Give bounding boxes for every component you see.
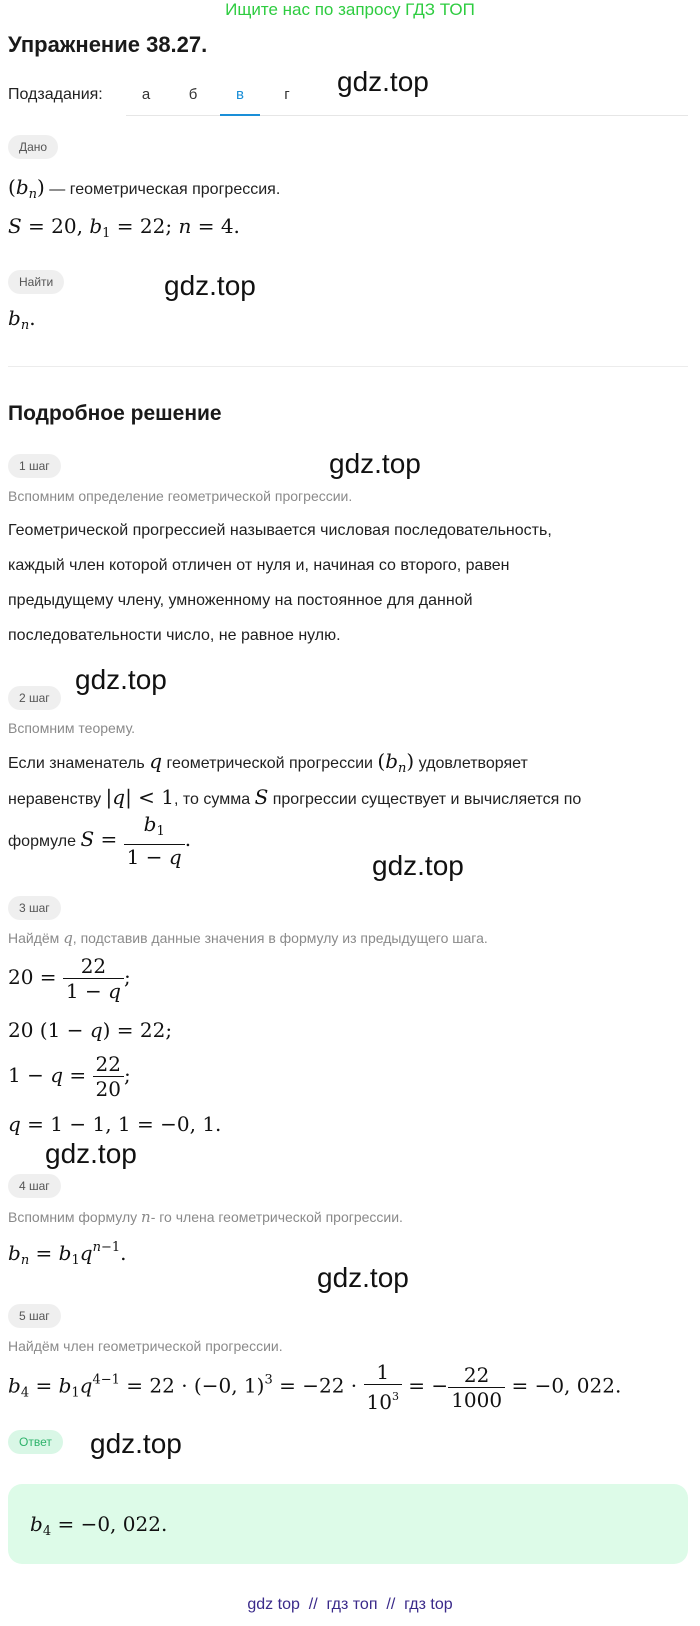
- find-badge: Найти: [8, 270, 64, 294]
- step-1-line: предыдущему члену, умноженному на постоянное для данной: [8, 592, 473, 609]
- step-4-hint: [8, 1208, 403, 1226]
- watermark: gdz.top: [317, 1262, 409, 1293]
- equation-4: q = 1 − 1, 1 = −0, 1.: [8, 1112, 222, 1136]
- watermark: gdz.top: [329, 448, 421, 479]
- footer-links[interactable]: gdz top // гдз топ // гдз top: [247, 1596, 453, 1613]
- watermark: gdz.top: [337, 66, 429, 97]
- step-1-badge-wrap: [8, 454, 61, 478]
- given-values: S = 20, $b_1 = 22$; n = 4.: [8, 214, 240, 241]
- step-2-text: прогрессии существует и вычисляется по: [272, 791, 582, 808]
- given-badge-wrap: [8, 135, 58, 159]
- given-badge: Дано: [8, 135, 58, 159]
- answer-box: [8, 1484, 688, 1564]
- step-1-line: Геометрической прогрессией называется числовая последовательность,: [8, 522, 552, 539]
- step-1-text: [8, 513, 688, 653]
- sequence-symbol: $(b_n)$: [377, 749, 415, 776]
- watermark: gdz.top: [75, 664, 167, 695]
- step-2-line-3: [8, 812, 191, 869]
- step-4-badge-wrap: [8, 1174, 61, 1198]
- subtasks-label: Подзадания:: [8, 86, 103, 103]
- step-3-badge: 3 шаг: [8, 896, 61, 920]
- q-symbol: q: [63, 929, 73, 947]
- step-2-text: геометрической прогрессии: [166, 755, 373, 772]
- step-5-badge-wrap: [8, 1304, 61, 1328]
- watermark: gdz.top: [372, 850, 464, 881]
- step-5-hint: Найдём член геометрической прогрессии.: [8, 1338, 283, 1354]
- step-2-text: , то сумма: [174, 791, 251, 808]
- tab-b[interactable]: б: [188, 86, 198, 103]
- equation-2: 20 (1 − q) = 22;: [8, 1018, 173, 1042]
- step-1-line: каждый член которой отличен от нуля и, начиная со второго, равен: [8, 557, 510, 574]
- step-4-badge: 4 шаг: [8, 1174, 61, 1198]
- tab-v[interactable]: в: [236, 86, 244, 103]
- watermark: gdz.top: [164, 270, 256, 301]
- nth-term-formula: $b_n = b_1q^{n-1}$.: [8, 1240, 127, 1268]
- step-2-text: Если знаменатель: [8, 755, 145, 772]
- step-4-hint-part: - го члена геометрической прогрессии.: [150, 1209, 403, 1225]
- sum-formula: S = $\frac{b_1}{1 - q}$ .: [80, 812, 192, 869]
- top-banner[interactable]: Ищите нас по запросу ГДЗ ТОП: [225, 0, 475, 19]
- step-4-hint-part: Вспомним формулу: [8, 1209, 138, 1225]
- equation-1: 20 = $\frac{22}{1 - q}$ ;: [8, 954, 131, 1003]
- step-5-badge: 5 шаг: [8, 1304, 61, 1328]
- final-calculation: $b_4 = b_1q^{4-1} = 22 \cdot (-0$, 1)$^3$ = −22 · $\frac{1}{10^3}$ = − $\frac{22}{1000}$ = −0, 022.: [8, 1360, 622, 1414]
- step-2-badge-wrap: [8, 686, 61, 710]
- step-1-line: последовательности число, не равное нулю.: [8, 627, 341, 644]
- step-2-hint: Вспомним теорему.: [8, 720, 136, 736]
- s-symbol: S: [254, 785, 269, 809]
- answer-badge: Ответ: [8, 1430, 63, 1454]
- answer-value: $b_4 = -0$, 022.: [30, 1512, 168, 1539]
- step-2-text: формуле: [8, 833, 77, 850]
- step-1-badge: 1 шаг: [8, 454, 61, 478]
- given-text: — геометрическая прогрессия.: [49, 181, 281, 198]
- step-3-badge-wrap: [8, 896, 61, 920]
- step-2-line-1: [8, 746, 528, 781]
- tab-a[interactable]: а: [141, 86, 151, 103]
- inequality: |q| < 1: [105, 785, 175, 809]
- step-2-text: удовлетворяет: [418, 755, 528, 772]
- step-2-badge: 2 шаг: [8, 686, 61, 710]
- active-tab-indicator: [220, 114, 260, 116]
- equation-3: 1 − q = $\frac{22}{20}$ ;: [8, 1052, 131, 1101]
- exercise-title: Упражнение 38.27.: [8, 32, 208, 57]
- solution-title: Подробное решение: [8, 402, 222, 425]
- find-badge-wrap: [8, 270, 64, 294]
- step-3-hint-part: Найдём: [8, 930, 60, 946]
- given-line-1: [8, 172, 280, 207]
- divider: [8, 366, 688, 367]
- find-value: $b_n$.: [8, 306, 36, 333]
- step-3-hint-part: , подставив данные значения в формулу из предыдущего шага.: [72, 930, 488, 946]
- sequence-symbol: $(b_n)$: [8, 175, 45, 202]
- tab-g[interactable]: г: [284, 86, 290, 103]
- watermark: gdz.top: [90, 1428, 182, 1459]
- step-2-text: неравенству: [8, 791, 102, 808]
- step-1-hint: Вспомним определение геометрической прогрессии.: [8, 488, 353, 504]
- answer-badge-wrap: [8, 1430, 63, 1454]
- watermark: gdz.top: [45, 1138, 137, 1169]
- q-symbol: q: [149, 749, 163, 773]
- n-symbol: n: [141, 1208, 151, 1226]
- step-3-hint: [8, 929, 488, 947]
